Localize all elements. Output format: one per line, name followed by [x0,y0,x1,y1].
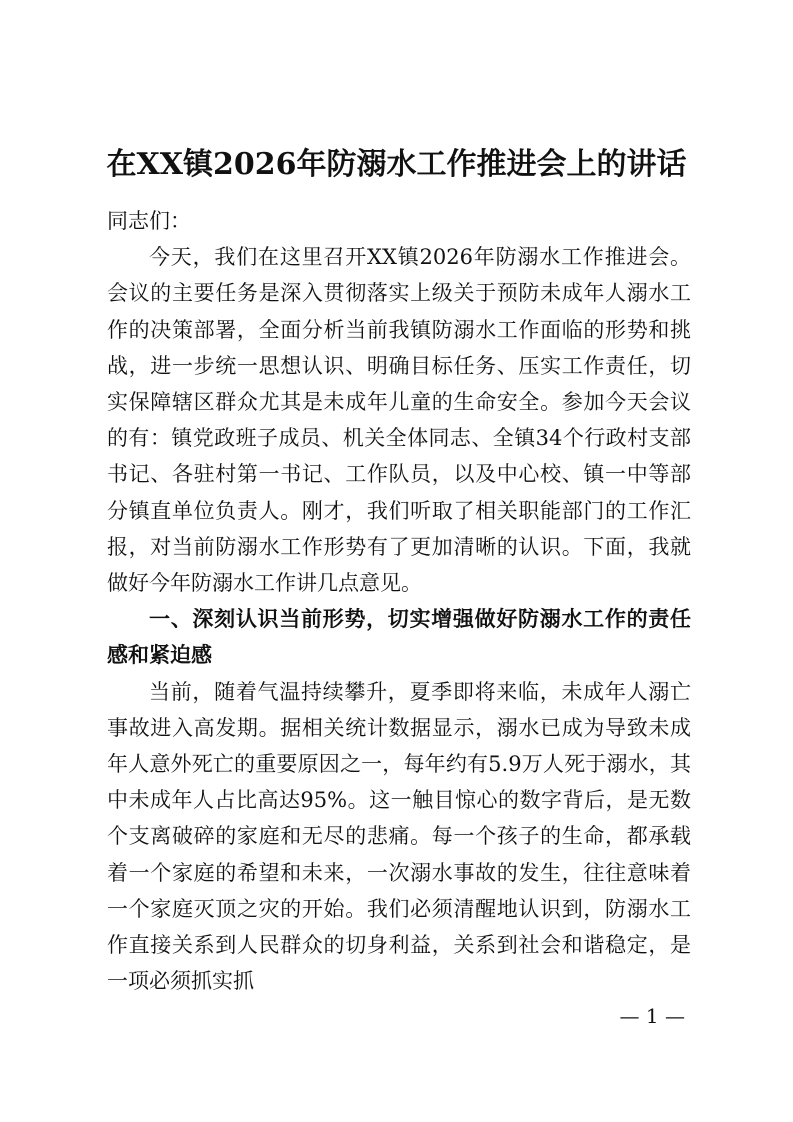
document-body [107,203,691,999]
page-number: — 1 — [619,1004,685,1028]
section-heading-1: 一、深刻认识当前形势，切实增强做好防溺水工作的责任感和紧迫感 [107,607,691,668]
document-title: 在XX镇2026年防溺水工作推进会上的讲话 [106,147,687,182]
paragraph-opening: 今天，我们在这里召开XX镇2026年防溺水工作推进会。会议的主要任务是深入贯彻落实上级关于预防未成年人溺水工作的决策部署，全面分析当前我镇防溺水工作面临的形势和挑战，进一步统一思想认识、明确目标任务、压实工作责任，切实保障辖区群众尤其是未成年儿童的生命安全。参加今天会议的有：镇党政班子成员、机关全体同志、全镇34个行政村支部书记、各驻村第一书记、工作队员，以及中心校、镇一中等部分镇直单位负责人。刚才，我们听取了相关职能部门的工作汇报，对当前防溺水工作形势有了更加清晰的认识。下面，我就做好今年防溺水工作讲几点意见。 [107,245,691,596]
salutation: 同志们： [107,209,191,233]
paragraph-situation: 当前，随着气温持续攀升，夏季即将来临，未成年人溺亡事故进入高发期。据相关统计数据显示，溺水已成为导致未成年人意外死亡的重要原因之一，每年约有5.9万人死于溺水，其中未成年人占比高达95%。这一触目惊心的数字背后，是无数个支离破碎的家庭和无尽的悲痛。每一个孩子的生命，都承载着一个家庭的希望和未来，一次溺水事故的发生，往往意味着一个家庭灭顶之灾的开始。我们必须清醒地认识到，防溺水工作直接关系到人民群众的切身利益，关系到社会和谐稳定，是一项必须抓实抓 [107,679,691,994]
